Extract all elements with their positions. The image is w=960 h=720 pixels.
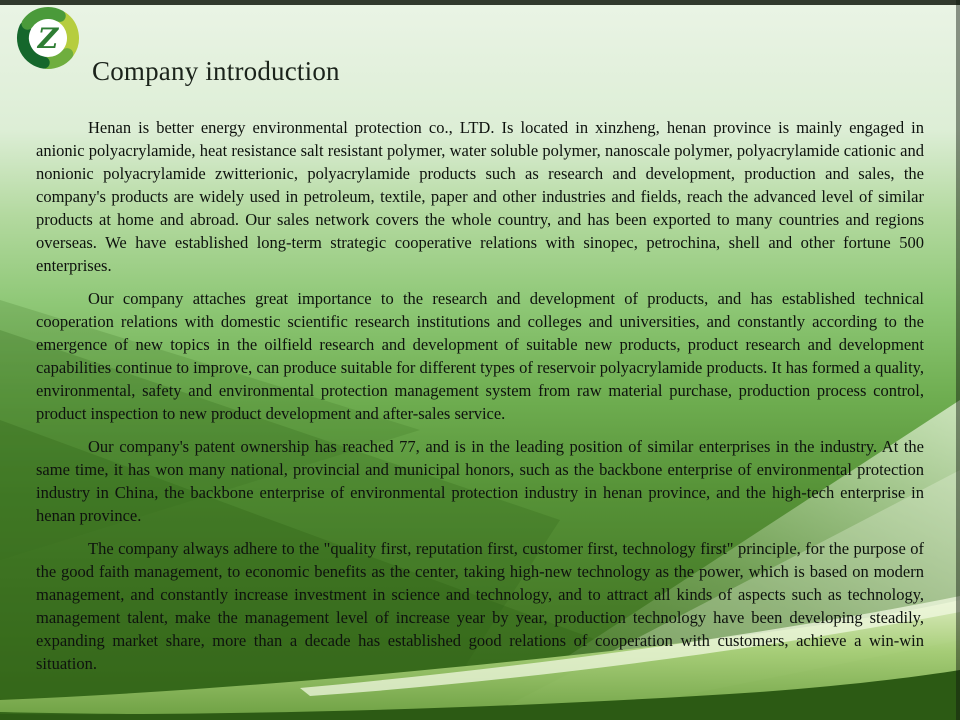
right-edge-line <box>956 0 960 720</box>
intro-paragraph-3: Our company's patent ownership has reached 77, and is in the leading position of similar enterprises in the industry. At the same time, it has won many national, provincial and municipal honors, such as the backbone enterprise of environmental protection industry in China, the backbone enterprise of environmental protection industry in henan province, and the high-tech enterprise in henan province. <box>36 437 924 525</box>
slide-body <box>36 116 924 685</box>
slide-title: Company introduction <box>92 56 340 86</box>
intro-paragraph-2: Our company attaches great importance to the research and development of products, and has established technical cooperation relations with domestic scientific research institutions and colleges and universities, and constantly according to the emergence of new topics in the oilfield research and development of suitable new products, product research and development capabilities continue to improve, can produce suitable for different types of reservoir polyacrylamide products. It has formed a quality, environmental, safety and environmental protection management system from raw material purchase, production process control, product inspection to new product development and after-sales service. <box>36 289 924 423</box>
intro-paragraph-4: The company always adhere to the "quality first, reputation first, customer first, technology first" principle, for the purpose of the good faith management, to economic benefits as the center, taking high-new technology as the power, which is based on modern management, and constantly increase investment in science and technology, and to attract all kinds of aspects such as technology, management talent, make the management level of increase year by year, production technology have been developing steadily, expanding market share, more than a decade has established good relations of cooperation with customers, achieve a win-win situation. <box>36 539 924 673</box>
logo-letter: Z <box>37 22 59 55</box>
company-logo <box>16 6 80 70</box>
intro-paragraph-1: Henan is better energy environmental protection co., LTD. Is located in xinzheng, henan province is mainly engaged in anionic polyacrylamide, heat resistance salt resistant polymer, water soluble polymer, nanoscale polymer, polyacrylamide cationic and nonionic polyacrylamide zwitterionic, polyacrylamide products such as research and development, production and sales, the company's products are widely used in petroleum, textile, paper and other industries and fields, reach the advanced level of similar products at home and abroad. Our sales network covers the whole country, and has been exported to many countries and regions overseas. We have established long-term strategic cooperative relations with sinopec, petrochina, shell and other fortune 500 enterprises. <box>36 118 924 275</box>
top-edge-line <box>0 0 960 5</box>
